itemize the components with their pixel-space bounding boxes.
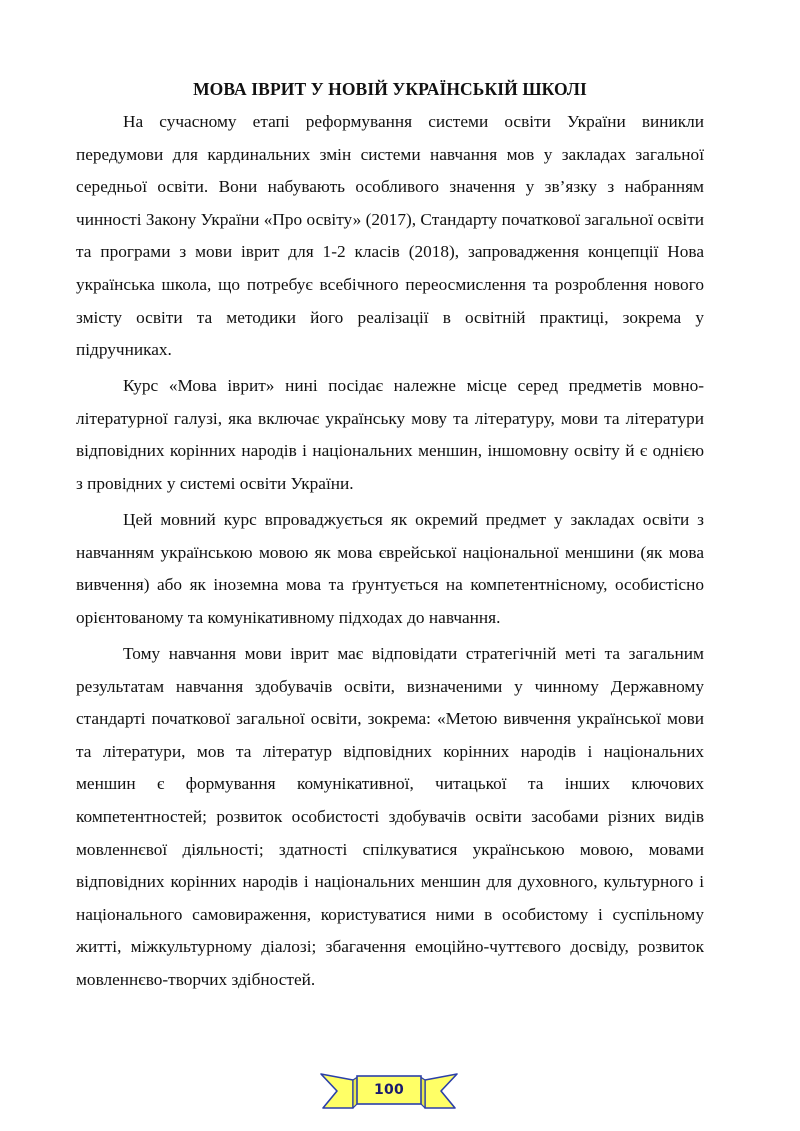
page-number: 100 <box>373 1082 405 1098</box>
document-page <box>76 74 704 1000</box>
document-title: МОВА ІВРИТ У НОВІЙ УКРАЇНСЬКІЙ ШКОЛІ <box>193 79 587 99</box>
paragraph-2: Курс «Мова іврит» нині посідає належне місце серед предметів мовно-літературної галузі, яка включає українську мову та літературу, мови та літератури відповідних корінних народів і національних меншин, іншомовну освіту й є однією з провідних у системі освіти України. <box>76 376 704 494</box>
paragraph-3: Цей мовний курс впроваджується як окремий предмет у закладах освіти з навчанням українською мовою як мова єврейської національної меншини (як мова вивчення) або як іноземна мова та ґрунтується на компетентнісному, особистісно орієнтованому та комунікативному підходах до навчання. <box>76 510 704 627</box>
paragraph-1: На сучасному етапі реформування системи освіти України виникли передумови для кардинальних змін системи навчання мов у закладах загальної середньої освіти. Вони набувають особливого значення у зв’язку з набранням чинності Закону України «Про освіту» (2017), Стандарту початкової загальної освіти та програми з мови іврит для 1-2 класів (2018), запровадження концепції Нова українська школа, що потребує всебічного переосмислення та розроблення нового змісту освіти та методики його реалізації в освітній практиці, зокрема у підручниках. <box>76 112 704 360</box>
page-number-ribbon <box>319 1068 459 1114</box>
paragraph-4: Тому навчання мови іврит має відповідати стратегічній меті та загальним результатам навчання здобувачів освіти, визначеними у чинному Державному стандарті початкової загальної освіти, зокрема: «Метою вивчення української мови та літератури, мов та літератур відповідних корінних народів і національних меншин є формування комунікативної, читацької та інших ключових компетентностей; розвиток особистості здобувачів освіти засобами різних видів мовленнєвої діяльності; здатності спілкуватися українською мовою, мовами відповідних корінних народів і національних меншин для духовного, культурного і національного самовираження, користуватися ними в особистому і суспільному житті, міжкультурному діалозі; збагачення емоційно-чуттєвого досвіду, розвиток мовленнєво-творчих здібностей. <box>76 644 704 989</box>
